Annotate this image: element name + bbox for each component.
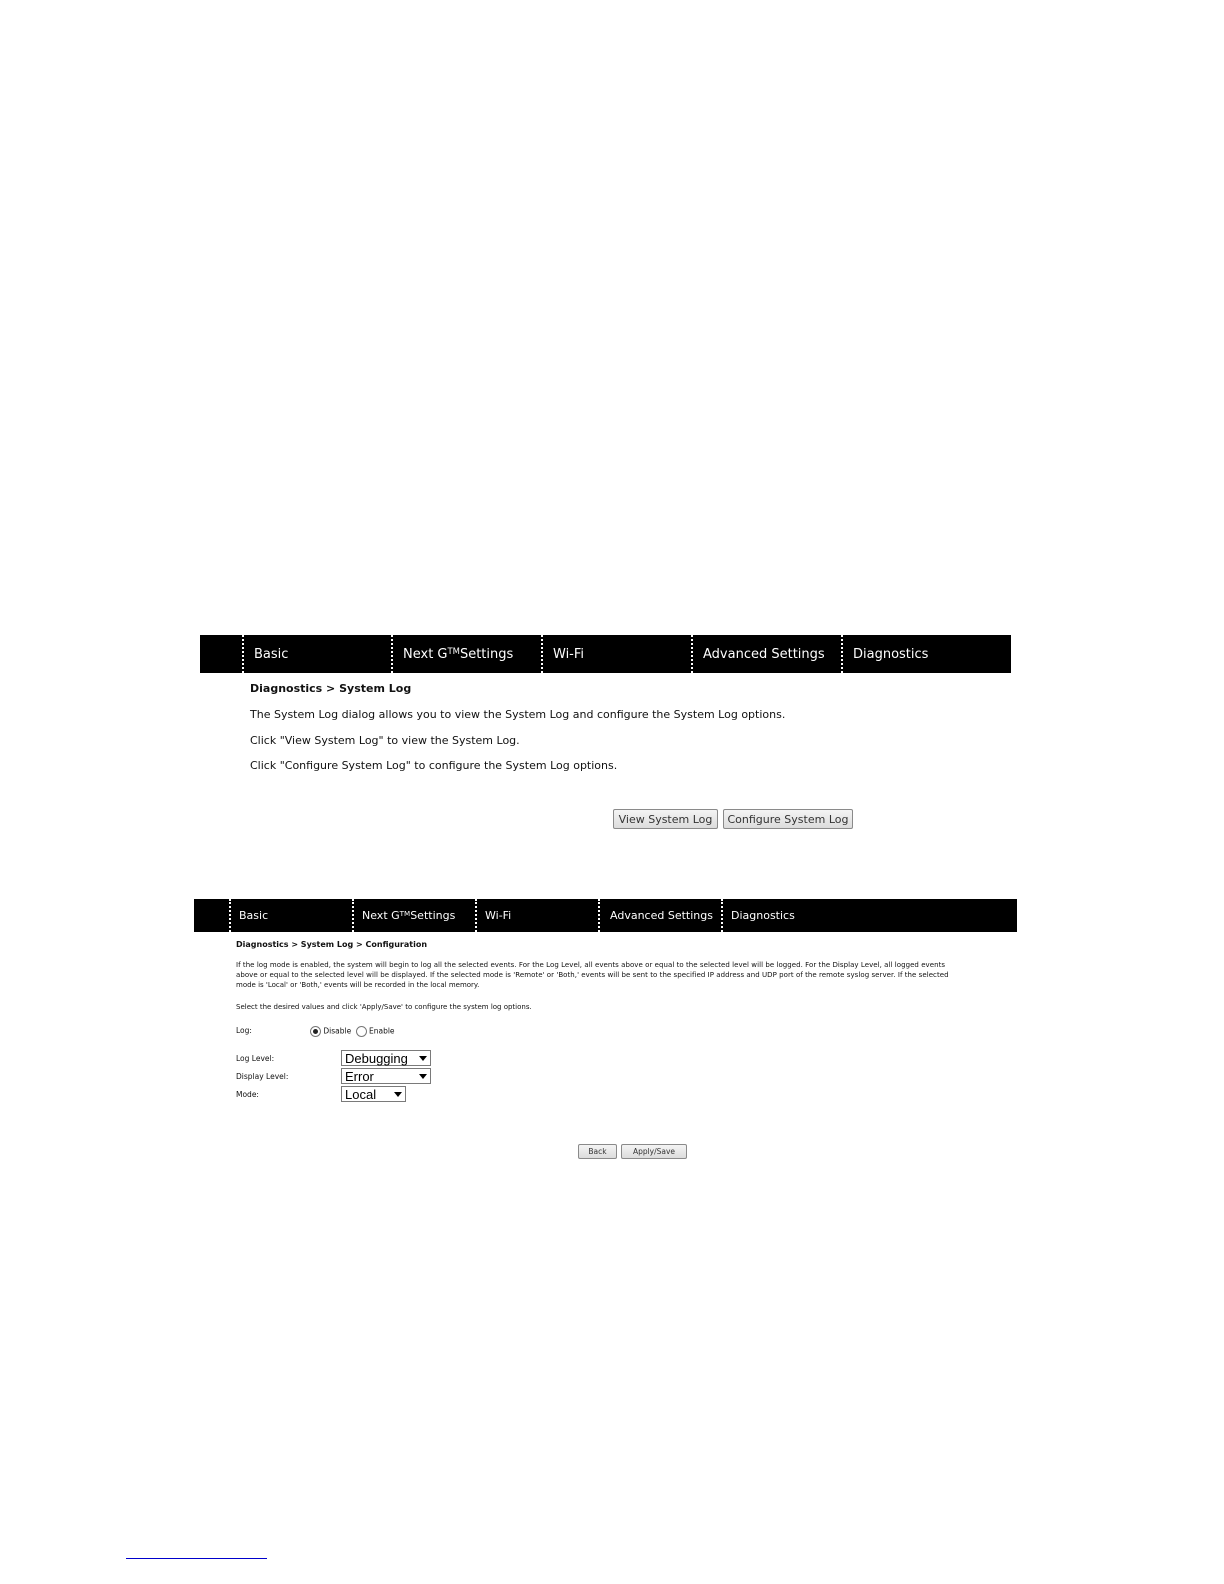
nav-basic-label: Basic	[254, 646, 289, 662]
nav-settings-suffix: Settings	[459, 646, 514, 662]
nav-basic[interactable]	[242, 635, 392, 673]
description-line: above or equal to the selected level will be displayed. If the selected mode is 'Remote' or 'Both,' events will be sent to the specified IP address and UDP port of the remote syslog server. If the selected	[236, 971, 949, 979]
nav-basic[interactable]	[229, 899, 352, 932]
nav-wifi-label: Wi-Fi	[485, 909, 512, 922]
top-nav-bar	[200, 635, 1011, 673]
mode-label: Mode:	[236, 1090, 259, 1099]
view-hint-paragraph: Click "View System Log" to view the System Log.	[250, 734, 520, 747]
footnote-separator	[126, 1558, 267, 1559]
nav-next-g-label: Next G	[362, 909, 400, 922]
configure-hint-paragraph: Click "Configure System Log" to configure the System Log options.	[250, 759, 618, 772]
description-line: If the log mode is enabled, the system will begin to log all the selected events. For the Log Level, all events above or equal to the selected level will be logged. For the Display Level, all logged events	[236, 961, 946, 969]
description-line: mode is 'Local' or 'Both,' events will be recorded in the local memory.	[236, 981, 480, 989]
system-log-screenshot	[200, 635, 1011, 835]
chevron-down-icon	[419, 1056, 427, 1061]
nav-settings-suffix: Settings	[410, 909, 456, 922]
nav-diagnostics[interactable]	[841, 635, 991, 673]
nav-next-g-settings[interactable]	[391, 635, 541, 673]
nav-basic-label: Basic	[239, 909, 269, 922]
top-nav-bar	[194, 899, 1017, 932]
nav-diagnostics-label: Diagnostics	[731, 909, 795, 922]
nav-advanced-settings[interactable]	[598, 899, 721, 932]
nav-wifi[interactable]	[541, 635, 691, 673]
page-breadcrumb: Diagnostics > System Log	[250, 682, 412, 695]
display-level-value: Error	[345, 1068, 374, 1084]
intro-paragraph: The System Log dialog allows you to view the System Log and configure the System Log options.	[250, 708, 786, 721]
back-button[interactable]: Back	[578, 1144, 617, 1159]
page-breadcrumb: Diagnostics > System Log > Configuration	[236, 940, 428, 949]
mode-select[interactable]	[341, 1086, 406, 1102]
instruction-text: Select the desired values and click 'Apply/Save' to configure the system log options.	[236, 1003, 532, 1011]
nav-advanced-label: Advanced Settings	[703, 646, 825, 662]
trademark-sup: TM	[399, 908, 411, 918]
log-level-value: Debugging	[345, 1050, 408, 1066]
nav-advanced-label: Advanced Settings	[610, 909, 713, 922]
system-log-configuration-screenshot	[194, 899, 1017, 1165]
nav-wifi-label: Wi-Fi	[553, 646, 585, 662]
chevron-down-icon	[419, 1074, 427, 1079]
trademark-sup: TM	[447, 646, 460, 657]
nav-diagnostics[interactable]	[721, 899, 844, 932]
log-label: Log:	[236, 1026, 252, 1035]
view-system-log-button[interactable]: View System Log	[613, 809, 718, 829]
log-radio-group	[310, 1026, 395, 1037]
log-level-select[interactable]	[341, 1050, 431, 1066]
display-level-label: Display Level:	[236, 1072, 289, 1081]
nav-next-g-label: Next G	[403, 646, 448, 662]
nav-advanced-settings[interactable]	[691, 635, 841, 673]
display-level-select[interactable]	[341, 1068, 431, 1084]
log-disable-radio[interactable]	[310, 1026, 321, 1037]
nav-diagnostics-label: Diagnostics	[853, 646, 929, 662]
nav-wifi[interactable]	[475, 899, 598, 932]
log-level-label: Log Level:	[236, 1054, 275, 1063]
mode-value: Local	[345, 1086, 377, 1102]
log-enable-label: Enable	[369, 1026, 395, 1036]
configure-system-log-button[interactable]: Configure System Log	[723, 809, 853, 829]
chevron-down-icon	[394, 1092, 402, 1097]
log-disable-label: Disable	[323, 1026, 352, 1036]
apply-save-button[interactable]: Apply/Save	[621, 1144, 687, 1159]
log-enable-radio[interactable]	[356, 1026, 367, 1037]
nav-next-g-settings[interactable]	[352, 899, 475, 932]
